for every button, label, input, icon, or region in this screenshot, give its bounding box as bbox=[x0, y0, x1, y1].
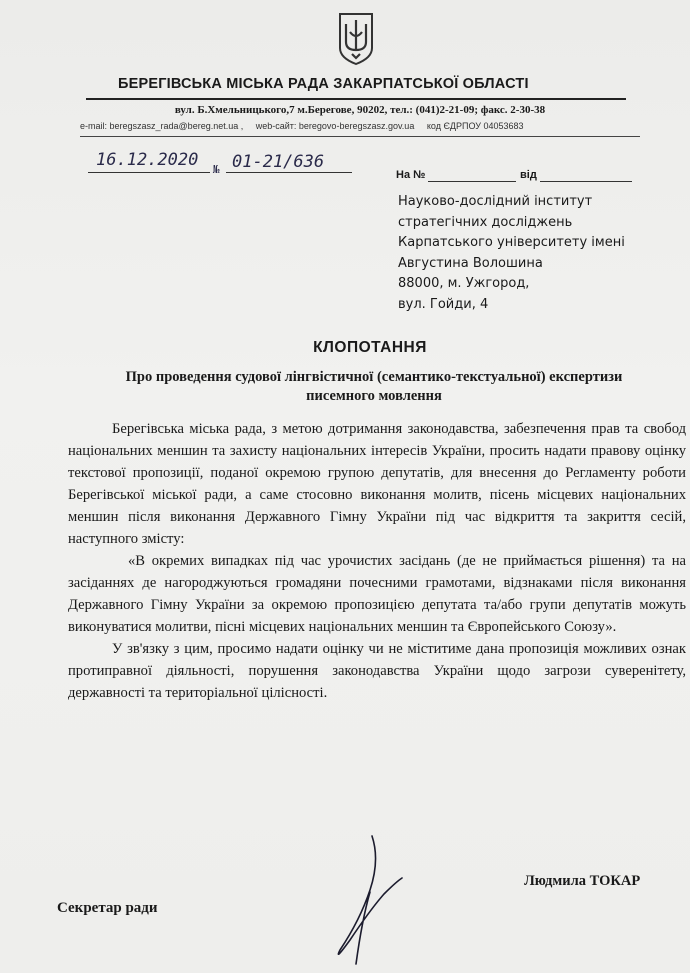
recipient-line: Августина Волошина bbox=[398, 255, 543, 271]
contact-rule bbox=[80, 136, 640, 137]
body-paragraph: Берегівська міська рада, з метою дотримання законодавства, забезпечення прав та свобод національних меншин та захисту національних інтересів України, просить надати правову оцінку текстової пропозиції, поданої окремою групою депутатів, для внесення до Регламенту роботи Берегівської міської ради, а саме стосовно виконання молитв, пісень місцевих національних меншин після виконання Державного Гімну України під час відкриття та закриття сесій, наступного змісту: bbox=[68, 421, 686, 547]
recipient-line: Карпатського університету імені bbox=[398, 235, 625, 250]
document-body bbox=[68, 418, 686, 704]
signatory-role: Секретар ради bbox=[57, 900, 158, 916]
trident-coat-of-arms-icon bbox=[336, 10, 376, 66]
header-rule bbox=[86, 98, 626, 100]
council-address: вул. Б.Хмельницького,7 м.Берегове, 90202, тел.: (041)2-21-09; факс. 2-30-38 bbox=[174, 104, 546, 116]
recipient-address-block bbox=[398, 192, 688, 315]
reply-from-line bbox=[540, 181, 632, 182]
reply-from-label: від bbox=[520, 169, 537, 181]
date-underline bbox=[88, 172, 210, 173]
document-subject: Про проведення судової лінгвістичної (семантико-текстуальної) експертизи писемного мовлення bbox=[125, 369, 623, 404]
council-name: БЕРЕГІВСЬКА МІСЬКА РАДА ЗАКАРПАТСЬКОЇ ОБЛАСТІ bbox=[118, 76, 529, 92]
handwritten-signature bbox=[310, 830, 420, 970]
council-edrpou: код ЄДРПОУ 04053683 bbox=[426, 121, 524, 131]
recipient-line: стратегічних досліджень bbox=[398, 214, 573, 230]
council-website: web-сайт: beregovo-beregszasz.gov.ua bbox=[255, 121, 415, 131]
quoted-proposal: «В окремих випадках під час урочистих засідань (де не приймається рішення) та на засіданнях де нагороджуються громадяни почесними грамотами, відзнаками після виконання Державного Гімну України за окремою пропозицією депутата та/або групи депутатів можуть виконуватися молитви, пісні місцевих національних меншин та Європейського Союзу». bbox=[68, 553, 686, 635]
number-sign: № bbox=[213, 163, 220, 176]
recipient-line: 88000, м. Ужгород, bbox=[398, 276, 530, 291]
reply-to-label: На № bbox=[396, 169, 426, 181]
recipient-line: Науково-дослідний інститут bbox=[398, 194, 593, 209]
registration-number: 01-21/636 bbox=[232, 152, 325, 172]
document-title: КЛОПОТАННЯ bbox=[313, 339, 427, 356]
contact-row bbox=[80, 121, 640, 131]
body-paragraph: У зв'язку з цим, просимо надати оцінку чи не міститиме дана пропозиція можливих ознак протиправної діяльності, порушення законодавства України щодо загрози суверенітету, державності та територіальної цілісності. bbox=[68, 641, 686, 701]
council-email: e-mail: beregszasz_rada@bereg.net.ua , bbox=[80, 121, 244, 131]
number-underline bbox=[226, 172, 352, 173]
signatory-name: Людмила ТОКАР bbox=[524, 873, 641, 889]
recipient-line: вул. Гойди, 4 bbox=[398, 296, 489, 312]
outgoing-date: 16.12.2020 bbox=[96, 150, 199, 170]
reply-to-line bbox=[428, 181, 516, 182]
